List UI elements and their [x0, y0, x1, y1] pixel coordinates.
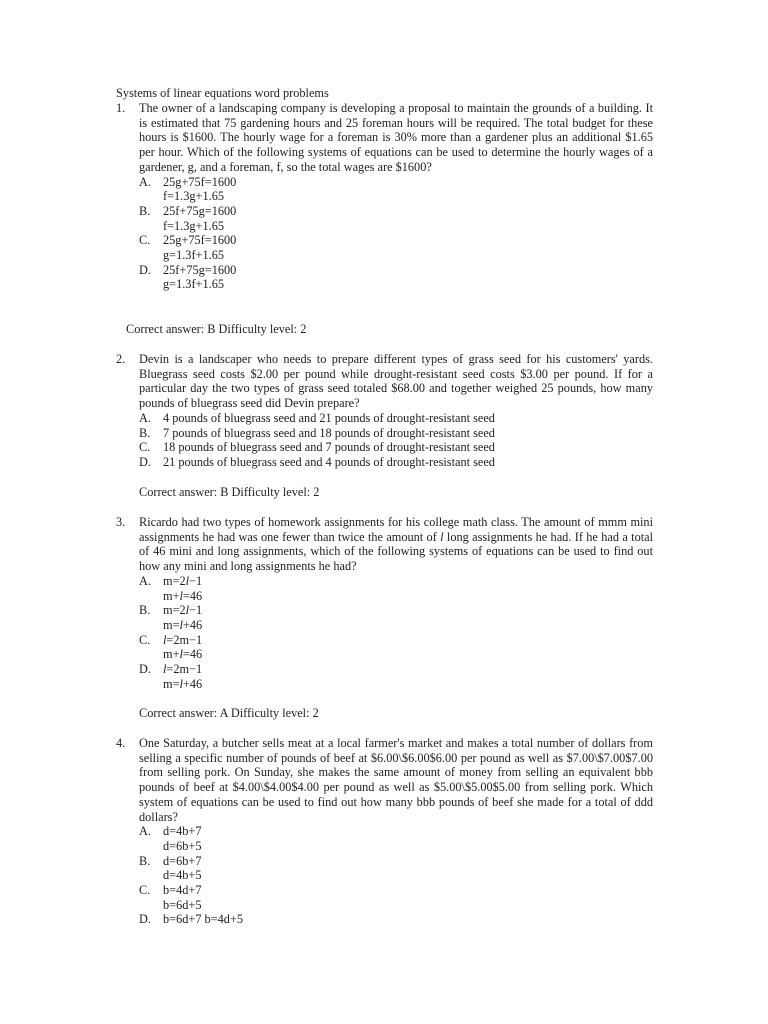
option-letter: C. [139, 440, 151, 455]
question-text: One Saturday, a butcher sells meat at a local farmer's market and makes a total number of dollars from selling a specific number of pounds of beef at $6.00\$6.00$6.00 per pound as well as $7.00\$7.00$7.00 from selling pork. On Sunday, she makes the same amount of money from selling an equivalent bbb pounds of beef at $4.00\$4.00$4.00 per pound as well as $5.00\$5.00$5.00 from selling pork. Which system of equations can be used to find out how many bbb pounds of beef she made for a total of ddd dollars? [139, 736, 653, 824]
variable-l: l [179, 588, 183, 603]
equation-part: +46 [182, 617, 203, 632]
option-letter: D. [139, 662, 151, 677]
equation-part: m= [163, 676, 180, 691]
variable-l: l [440, 529, 444, 544]
equation-part: m=2 [163, 573, 186, 588]
option-letter: A. [139, 410, 151, 425]
equation-part: =46 [182, 647, 203, 662]
option-line: f=1.3g+1.65 [163, 189, 225, 204]
question-text: Devin is a landscaper who needs to prepare different types of grass seed for his customers' yards. Bluegrass seed costs $2.00 per pound while drought-resistant seed costs $3.00 per pound. If for a particular day the two types of grass seed totaled $68.00 and together weighed 25 pounds, how many pounds of bluegrass seed did Devin prepare? [139, 352, 653, 411]
option-a [139, 175, 653, 204]
option-line: 25f+75g=1600 [163, 262, 237, 277]
option-line [163, 603, 653, 618]
option-letter: C. [139, 233, 151, 248]
answer-line: Correct answer: A Difficulty level: 2 [139, 706, 319, 720]
equation-part: m=2 [163, 603, 186, 618]
option-d [139, 263, 653, 292]
text-part: Ricardo had two types of homework assignments for his college math class. The amount of mmm mini assignments he had was one fewer than twice the amount of [139, 515, 653, 544]
option-a [139, 574, 653, 603]
equation-part: =46 [182, 588, 203, 603]
option-letter: A. [139, 174, 151, 189]
option-line: 25g+75f=1600 [163, 174, 237, 189]
option-d [139, 912, 653, 927]
equation-part: m+ [163, 588, 180, 603]
variable-l: l [179, 647, 183, 662]
option-list [139, 824, 653, 927]
option-line: d=6b+5 [163, 838, 202, 853]
question-number: 2. [116, 352, 126, 366]
option-line: d=4b+7 [163, 824, 202, 839]
option-letter: A. [139, 573, 151, 588]
option-list [139, 175, 653, 293]
option-line: 4 pounds of bluegrass seed and 21 pounds of drought-resistant seed [163, 410, 495, 425]
option-line: d=4b+5 [163, 868, 202, 883]
equation-part: =2m−1 [166, 632, 203, 647]
option-c [139, 233, 653, 262]
variable-l: l [185, 603, 190, 618]
question-1 [116, 101, 653, 292]
option-letter: B. [139, 603, 151, 618]
option-b [139, 854, 653, 883]
option-b [139, 204, 653, 233]
option-letter: D. [139, 912, 151, 927]
option-line [163, 589, 653, 604]
option-line: d=6b+7 [163, 853, 202, 868]
option-letter: D. [139, 454, 151, 469]
variable-l: l [163, 662, 167, 677]
answer-line: Correct answer: B Difficulty level: 2 [126, 322, 307, 336]
equation-part: +46 [182, 676, 203, 691]
option-b [139, 603, 653, 632]
equation-part: −1 [189, 573, 203, 588]
question-number: 3. [116, 515, 126, 529]
option-line [163, 662, 653, 677]
option-list [139, 411, 653, 470]
variable-l: l [179, 617, 183, 632]
question-2 [116, 352, 653, 470]
option-letter: B. [139, 203, 151, 218]
option-line: b=6d+5 [163, 897, 202, 912]
option-line [163, 633, 653, 648]
option-line: 7 pounds of bluegrass seed and 18 pounds of drought-resistant seed [163, 425, 495, 440]
option-c [139, 633, 653, 662]
option-letter: C. [139, 632, 151, 647]
option-line: b=4d+7 [163, 883, 202, 898]
option-line [163, 647, 653, 662]
variable-l: l [163, 632, 167, 647]
question-3 [116, 515, 653, 691]
question-number: 1. [116, 101, 126, 115]
text-part: long assignments he had. If he had a total of 46 mini and long assignments, which of the following systems of equations can be used to find out how any mini and long assignments he had? [139, 529, 654, 574]
equation-part: m+ [163, 647, 180, 662]
option-line [163, 618, 653, 633]
option-line: g=1.3f+1.65 [163, 248, 225, 263]
option-c [139, 440, 653, 455]
option-b [139, 426, 653, 441]
option-line: 21 pounds of bluegrass seed and 4 pounds of drought-resistant seed [163, 454, 495, 469]
option-line: f=1.3g+1.65 [163, 218, 225, 233]
option-line: 25f+75g=1600 [163, 203, 237, 218]
option-a [139, 824, 653, 853]
option-a [139, 411, 653, 426]
option-c [139, 883, 653, 912]
option-d [139, 662, 653, 691]
variable-l: l [179, 676, 183, 691]
question-4 [116, 736, 653, 927]
equation-part: −1 [189, 603, 203, 618]
document-title: Systems of linear equations word problems [116, 86, 329, 100]
question-text [139, 515, 653, 574]
question-number: 4. [116, 736, 126, 750]
option-letter: A. [139, 824, 151, 839]
question-text: The owner of a landscaping company is developing a proposal to maintain the grounds of a building. It is estimated that 75 gardening hours and 25 foreman hours will be required. The total budget for these hours is $1600. The hourly wage for a foreman is 30% more than a gardener plus an additional $1.65 per hour. Which of the following systems of equations can be used to determine the hourly wages of a gardener, g, and a foreman, f, so the total wages are $1600? [139, 101, 653, 174]
option-line [163, 574, 653, 589]
option-d [139, 455, 653, 470]
variable-l: l [185, 573, 190, 588]
equation-part: =2m−1 [166, 662, 203, 677]
option-line: 25g+75f=1600 [163, 233, 237, 248]
option-list [139, 574, 653, 692]
option-letter: D. [139, 262, 151, 277]
option-line [163, 677, 653, 692]
option-line: 18 pounds of bluegrass seed and 7 pounds of drought-resistant seed [163, 440, 495, 455]
option-letter: B. [139, 853, 151, 868]
option-line: g=1.3f+1.65 [163, 277, 225, 292]
equation-part: m= [163, 617, 180, 632]
option-line: b=6d+7 b=4d+5 [163, 912, 244, 927]
option-letter: B. [139, 425, 151, 440]
option-letter: C. [139, 883, 151, 898]
answer-line: Correct answer: B Difficulty level: 2 [139, 485, 320, 499]
